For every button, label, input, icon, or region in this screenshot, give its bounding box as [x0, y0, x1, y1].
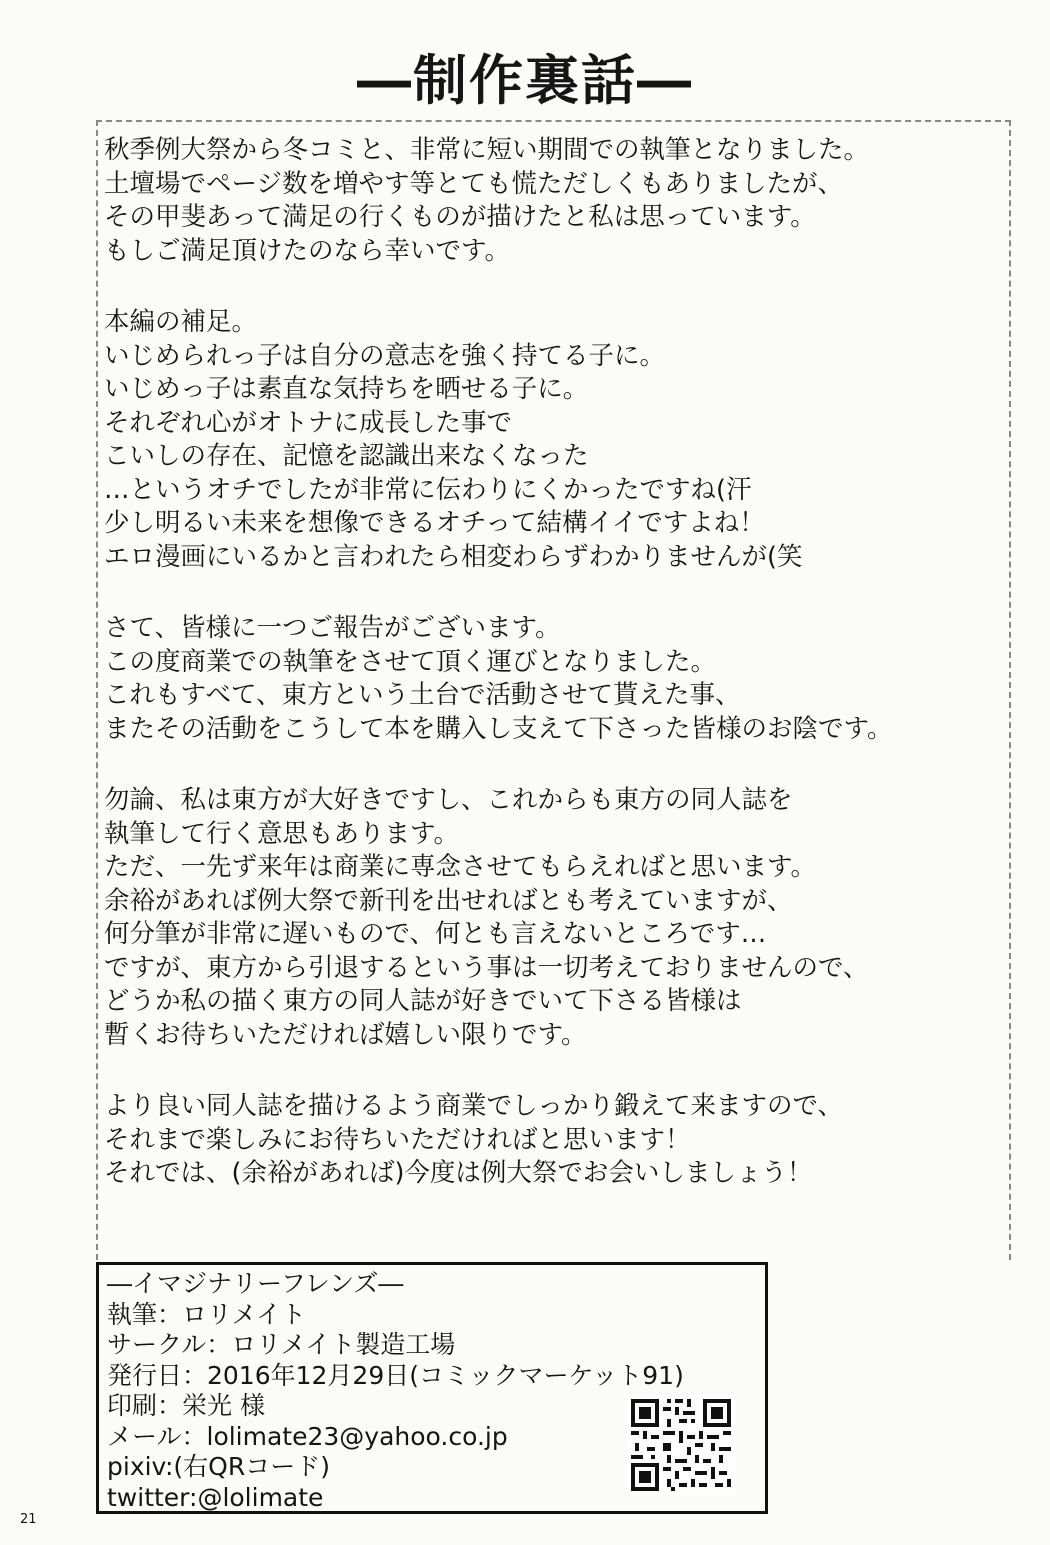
text-line: 少し明るい未来を想像できるオチって結構イイですよね！	[104, 508, 765, 538]
text-line: それでは、(余裕があれば)今度は例大祭でお会いしましょう！	[104, 1158, 813, 1188]
text-line: エロ漫画にいるかと言われたら相変わらずわかりませんが(笑	[104, 541, 803, 572]
text-line: それぞれ心がオトナに成長した事で	[104, 407, 513, 438]
qr-code-icon	[627, 1395, 735, 1495]
afterword-box	[96, 120, 1011, 1260]
text-line: どうか私の描く東方の同人誌が好きでいて下さる皆様は	[104, 986, 742, 1016]
author-line: 執筆：ロリメイト	[107, 1299, 307, 1329]
text-line: それまで楽しみにお待ちいただければと思います！	[104, 1124, 691, 1155]
text-line: この度商業での執筆をさせて頂く運びとなりました。	[104, 646, 717, 677]
text-line: 何分筆が非常に遅いもので、何とも言えないところです…	[104, 919, 767, 949]
text-line: さて、皆様に一つご報告がございます。	[104, 613, 561, 643]
text-line: 余裕があれば例大祭で新刊を出せればとも考えていますが、	[104, 885, 793, 916]
text-line: …というオチでしたが非常に伝わりにくかったですね(汗	[104, 474, 752, 505]
text-line: 執筆して行く意思もあります。	[104, 818, 459, 849]
text-line: こいしの存在、記憶を認識出来なくなった	[104, 441, 589, 471]
text-line: いじめっ子は素直な気持ちを晒せる子に。	[104, 374, 589, 404]
text-line: 秋季例大祭から冬コミと、非常に短い期間での執筆となりました。	[104, 135, 870, 165]
pixiv-line: pixiv:(右QRコード)	[107, 1452, 330, 1481]
paragraph	[104, 1090, 1009, 1191]
text-line: ただ、一先ず来年は商業に専念させてもらえればと思います。	[104, 852, 816, 882]
text-line: 暫くお待ちいただければ嬉しい限りです。	[104, 1019, 587, 1050]
mail-line: メール：lolimate23@yahoo.co.jp	[107, 1421, 508, 1451]
text-line: より良い同人誌を描けるよう商業でしっかり鍛えて来ますので、	[104, 1091, 843, 1121]
paragraph	[104, 784, 1009, 1052]
text-line: 勿論、私は東方が大好きですし、これからも東方の同人誌を	[104, 785, 793, 815]
printer-line: 印刷：栄光 様	[107, 1391, 265, 1420]
text-line: もしご満足頂けたのなら幸いです。	[104, 235, 510, 266]
colophon-box	[96, 1262, 768, 1514]
twitter-line: twitter:@lolimate	[107, 1482, 324, 1512]
text-line: 土壇場でページ数を増やす等とても慌ただしくもありましたが、	[104, 168, 843, 199]
text-line: またその活動をこうして本を購入し支えて下さった皆様のお陰です。	[104, 713, 893, 744]
release-date-line: 発行日：2016年12月29日(コミックマーケット91)	[107, 1360, 684, 1390]
book-title: ―イマジナリーフレンズ―	[107, 1269, 404, 1298]
text-line: これもすべて、東方という土台で活動させて貰えた事、	[104, 680, 741, 710]
paragraph	[104, 306, 1009, 574]
paragraph	[104, 612, 1009, 746]
text-line: ですが、東方から引退するという事は一切考えておりませんので、	[104, 952, 869, 983]
page-number: 21	[20, 1512, 37, 1527]
page-title: ―制作裏話―	[357, 49, 693, 112]
paragraph	[104, 134, 1009, 268]
text-line: その甲斐あって満足の行くものが描けたと私は思っています。	[104, 202, 816, 232]
text-line: いじめられっ子は自分の意志を強く持てる子に。	[104, 340, 666, 371]
text-line: 本編の補足。	[104, 307, 258, 337]
circle-line: サークル：ロリメイト製造工場	[107, 1330, 456, 1359]
